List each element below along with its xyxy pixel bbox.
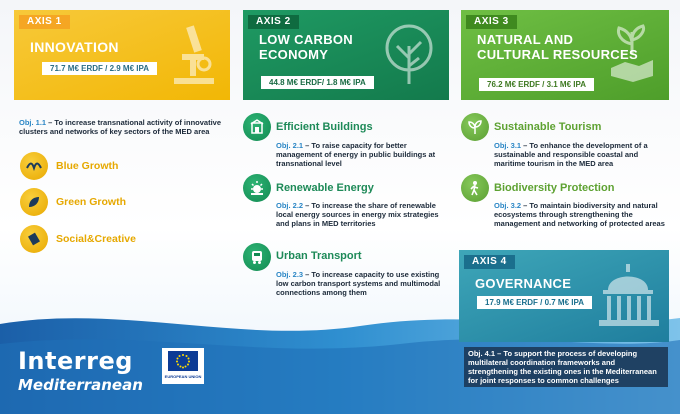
axis-4-card [459,250,669,342]
logo-main: Interreg [18,347,133,375]
building-icon [243,113,271,141]
theme-objective [494,141,666,168]
book-icon [20,225,48,253]
microscope-icon [168,24,218,88]
axis-1-title: INNOVATION [30,39,119,55]
axis-4-budget: 17.9 M€ ERDF / 0.7 M€ IPA [477,296,592,309]
objective-text: – To maintain biodiversity and natural ecosystems through strengthening the management and networking of protected areas [494,201,665,228]
axis-1-tag: AXIS 1 [19,15,70,29]
eu-label: EUROPEAN UNION [164,374,202,379]
green-growth-item [20,188,126,216]
bus-icon [243,243,271,271]
axis-3-card [461,10,669,100]
objective-text: – To support the process of developing multilateral coordination frameworks and strengthening the existing ones in the Mediterranean for joint responses to common challenges [468,349,657,385]
capitol-icon [593,260,663,334]
theme-title: Renewable Energy [276,182,374,194]
axis-4-objective [464,347,668,387]
eu-emblem [162,348,204,384]
axis-1-budget: 71.7 M€ ERDF / 2.9 M€ IPA [42,62,157,75]
sprout-icon [461,113,489,141]
objective-code: Obj. 4.1 [468,349,496,358]
axis-3-budget: 76.2 M€ ERDF / 3.1 M€ IPA [479,78,594,91]
objective-text: – To increase transnational activity of innovative clusters and networks of key sectors of the MED area [19,118,222,136]
eu-flag-icon [168,351,198,371]
theme-objective [276,201,446,228]
axis-3-tag: AXIS 3 [466,15,517,29]
axis-3-title: NATURAL AND CULTURAL RESOURCES [477,32,638,62]
wave-icon [20,152,48,180]
axis-2-budget: 44.8 M€ ERDF/ 1.8 M€ IPA [261,76,374,89]
theme-title: Biodiversity Protection [494,182,615,194]
axis-1-objective [19,118,233,136]
tree-icon [381,24,437,86]
objective-code: Obj. 2.3 [276,270,304,279]
objective-code: Obj. 3.2 [494,201,522,210]
interreg-logo [18,348,143,394]
objective-text: – To enhance the development of a sustainable and responsible coastal and maritime tourism in the MED area [494,141,648,168]
axis-1-card [14,10,230,100]
axis-4-title: GOVERNANCE [475,276,572,291]
axis-2-title: LOW CARBON ECONOMY [259,32,353,62]
theme-objective [276,270,446,297]
axis-2-tag: AXIS 2 [248,15,299,29]
theme-title: Sustainable Tourism [494,121,602,133]
social-creative-item [20,225,136,253]
objective-text: – To increase capacity to use existing low carbon transport systems and multimodal connections among them [276,270,441,297]
logo-sub: Mediterranean [18,376,143,394]
axis-4-tag: AXIS 4 [464,255,515,269]
objective-code: Obj. 2.1 [276,141,304,150]
objective-code: Obj. 1.1 [19,118,47,127]
growth-label: Green Growth [56,196,127,208]
objective-text: – To increase the share of renewable local energy sources in energy mix strategies and plans in MED territories [276,201,439,228]
theme-objective [276,141,446,168]
theme-title: Efficient Buildings [276,121,373,133]
objective-code: Obj. 3.1 [494,141,522,150]
objective-code: Obj. 2.2 [276,201,304,210]
sun-icon [243,174,271,202]
growth-label: Blue Growth [56,160,119,172]
theme-objective [494,201,666,228]
objective-text: – To raise capacity for better management of energy in public buildings at transnational level [276,141,436,168]
leaf-icon [20,188,48,216]
hand-plant-icon [607,24,657,86]
theme-title: Urban Transport [276,250,362,262]
axis-2-card [243,10,449,100]
growth-label: Social&Creative [56,233,136,245]
blue-growth-item [20,152,118,180]
hiker-icon [461,174,489,202]
